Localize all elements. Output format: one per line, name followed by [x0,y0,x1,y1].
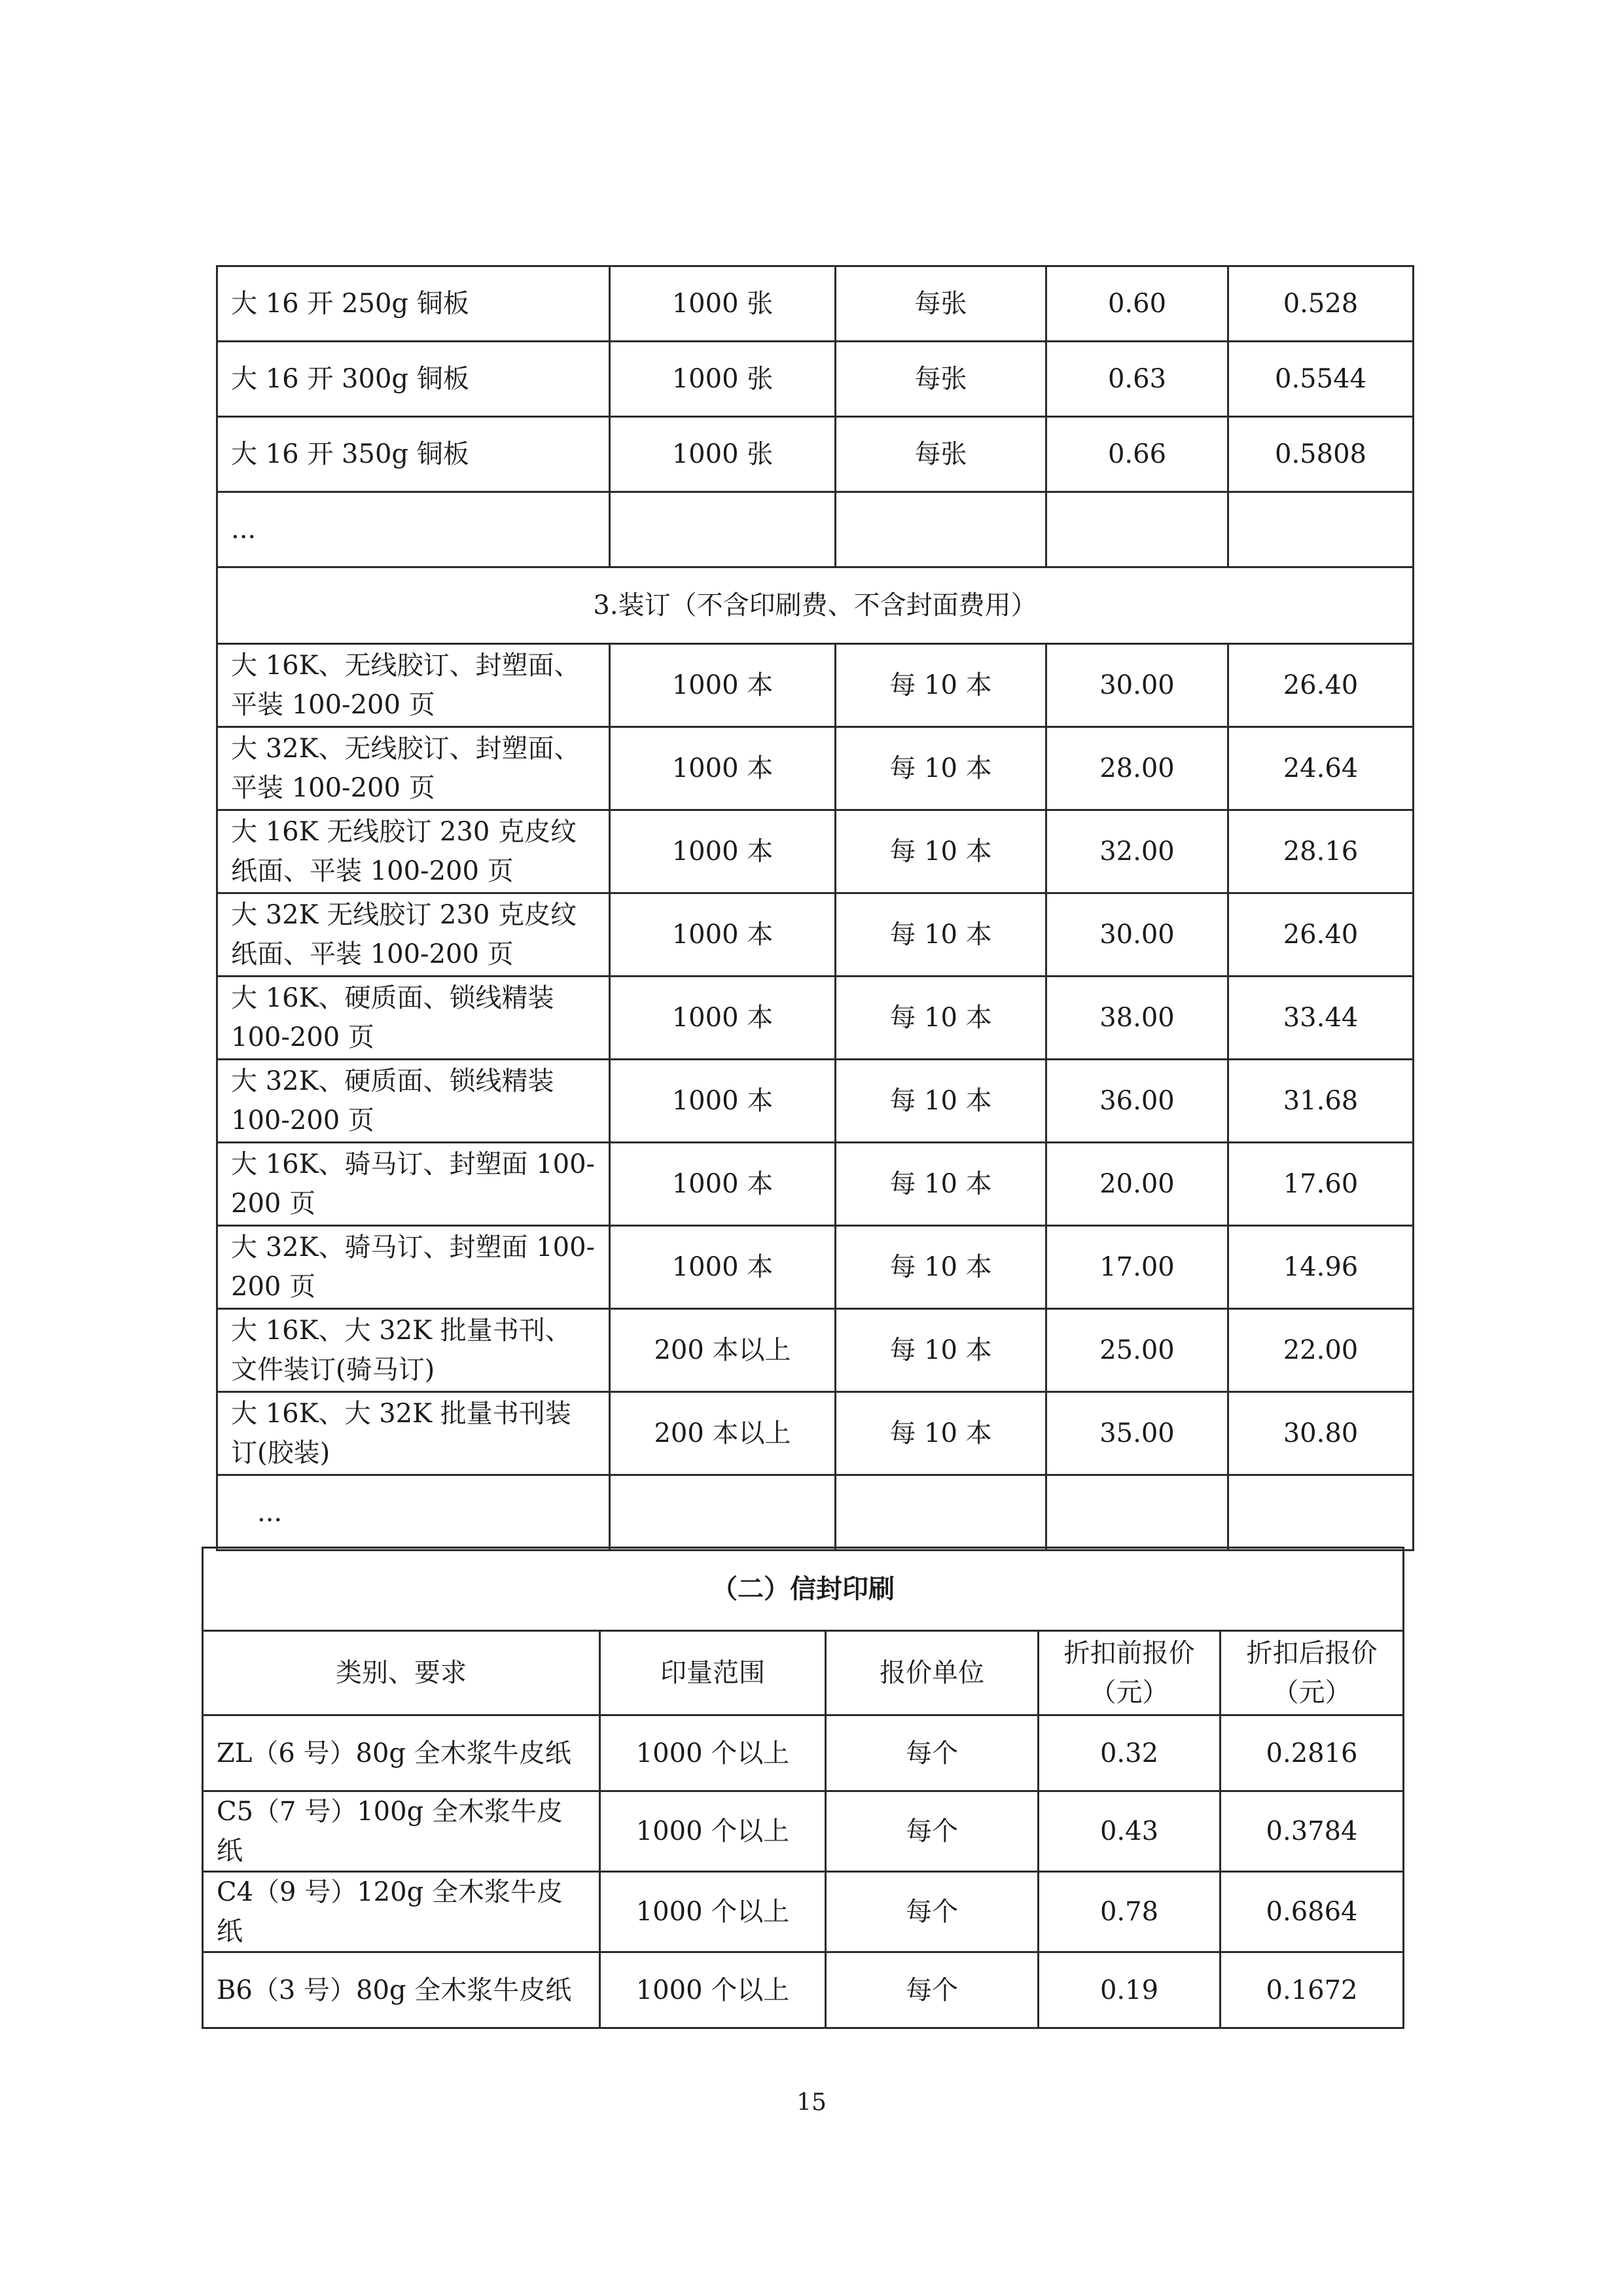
cell-price-after: 31.68 [1228,1060,1414,1143]
cell-price-before: 0.66 [1046,417,1228,492]
table-row [203,1715,1404,1791]
cell-price-before: 38.00 [1046,977,1228,1060]
cell-price-after: 24.64 [1228,727,1414,810]
table-row [217,342,1414,417]
cell-price-before: 25.00 [1046,1309,1228,1392]
cell-price-before: 0.43 [1039,1791,1221,1872]
cell-qty: 1000 张 [610,266,836,342]
section-heading-envelopes: （二）信封印刷 [203,1548,1404,1631]
cell-item: 大 32K 无线胶订 230 克皮纹纸面、平装 100-200 页 [217,893,610,977]
cell-price-after: 0.3784 [1221,1791,1404,1872]
cell-item: 大 32K、无线胶订、封塑面、平装 100-200 页 [217,727,610,810]
cell-price-after: 0.2816 [1221,1715,1404,1791]
cell-item: 大 16K、无线胶订、封塑面、平装 100-200 页 [217,644,610,727]
cell-unit: 每 10 本 [836,727,1046,810]
cell-price-after: 0.1672 [1221,1952,1404,2028]
cell-price-before: 30.00 [1046,644,1228,727]
cell-unit: 每个 [826,1791,1039,1872]
cell-price-before: 36.00 [1046,1060,1228,1143]
table-row [217,266,1414,342]
table-row [203,1791,1404,1872]
cell-qty: 1000 本 [610,727,836,810]
table-row [217,417,1414,492]
cell-qty: 200 本以上 [610,1309,836,1392]
table-row [217,893,1414,977]
cell-qty: 1000 本 [610,1143,836,1226]
cell-price-after: 0.6864 [1221,1872,1404,1952]
cell-item: 大 16K 无线胶订 230 克皮纹纸面、平装 100-200 页 [217,810,610,893]
cell-unit: 每 10 本 [836,644,1046,727]
cell-item: C5（7 号）100g 全木浆牛皮纸 [203,1791,600,1872]
cell-price-after: 0.5544 [1228,342,1414,417]
cell-price-after: 14.96 [1228,1226,1414,1309]
header-price-before: 折扣前报价（元） [1039,1631,1221,1715]
cell-unit: 每 10 本 [836,893,1046,977]
cell-item: 大 16K、骑马订、封塑面 100-200 页 [217,1143,610,1226]
header-item: 类别、要求 [203,1631,600,1715]
table-row [217,810,1414,893]
cell-price-before: 17.00 [1046,1226,1228,1309]
cell-qty: 1000 个以上 [600,1715,826,1791]
table-row [217,727,1414,810]
cell-price-before: 35.00 [1046,1392,1228,1475]
price-table-printing [216,265,1414,1551]
header-row [203,1631,1404,1715]
cell-price-after: 33.44 [1228,977,1414,1060]
cell-item: 大 16K、大 32K 批量书刊、文件装订(骑马订) [217,1309,610,1392]
cell-unit: 每个 [826,1872,1039,1952]
table-row [217,1392,1414,1475]
cell-price-before: 0.19 [1039,1952,1221,2028]
cell-unit: 每 10 本 [836,810,1046,893]
cell-unit: 每 10 本 [836,977,1046,1060]
cell-qty: 200 本以上 [610,1392,836,1475]
price-table-envelopes [202,1547,1404,2029]
cell-unit: 每 10 本 [836,1392,1046,1475]
cell-price-after: 0.5808 [1228,417,1414,492]
page-number: 15 [796,2089,827,2116]
header-qty: 印量范围 [600,1631,826,1715]
cell-item: 大 16K、硬质面、锁线精装 100-200 页 [217,977,610,1060]
table-row-ellipsis [217,492,1414,567]
cell-price-after: 26.40 [1228,644,1414,727]
table-row-ellipsis [217,1475,1414,1551]
cell-qty: 1000 本 [610,893,836,977]
cell-qty: 1000 张 [610,417,836,492]
cell-qty: 1000 本 [610,1060,836,1143]
cell-unit: 每张 [836,417,1046,492]
cell-item: 大 16K、大 32K 批量书刊装订(胶装) [217,1392,610,1475]
table-row [217,977,1414,1060]
table-row [217,1060,1414,1143]
cell-unit: 每个 [826,1715,1039,1791]
cell-qty: 1000 本 [610,810,836,893]
cell-item: B6（3 号）80g 全木浆牛皮纸 [203,1952,600,2028]
cell-unit: 每 10 本 [836,1226,1046,1309]
cell-unit: 每 10 本 [836,1143,1046,1226]
cell-price-before: 0.60 [1046,266,1228,342]
cell-unit: 每张 [836,342,1046,417]
cell-price-before: 32.00 [1046,810,1228,893]
cell-item: 大 32K、骑马订、封塑面 100-200 页 [217,1226,610,1309]
cell-price-after: 26.40 [1228,893,1414,977]
header-price-after: 折扣后报价（元） [1221,1631,1404,1715]
cell-item: 大 16 开 350g 铜板 [217,417,610,492]
cell-qty: 1000 个以上 [600,1791,826,1872]
cell-qty: 1000 本 [610,644,836,727]
cell-qty: 1000 张 [610,342,836,417]
cell-price-after: 17.60 [1228,1143,1414,1226]
ellipsis-cell: ... [217,492,610,567]
cell-item: 大 16 开 250g 铜板 [217,266,610,342]
heading-row [203,1548,1404,1631]
cell-qty: 1000 本 [610,1226,836,1309]
cell-item: ZL（6 号）80g 全木浆牛皮纸 [203,1715,600,1791]
cell-price-before: 30.00 [1046,893,1228,977]
cell-price-after: 22.00 [1228,1309,1414,1392]
cell-price-before: 0.78 [1039,1872,1221,1952]
cell-unit: 每 10 本 [836,1309,1046,1392]
section-row-binding [217,567,1414,644]
cell-item: 大 16 开 300g 铜板 [217,342,610,417]
ellipsis-cell: ... [217,1475,610,1551]
cell-item: 大 32K、硬质面、锁线精装 100-200 页 [217,1060,610,1143]
cell-price-after: 28.16 [1228,810,1414,893]
table-row [217,1309,1414,1392]
cell-price-before: 0.63 [1046,342,1228,417]
table-row [217,1226,1414,1309]
table-row [217,1143,1414,1226]
table-row [203,1872,1404,1952]
cell-qty: 1000 个以上 [600,1872,826,1952]
cell-price-before: 0.32 [1039,1715,1221,1791]
header-unit: 报价单位 [826,1631,1039,1715]
table-row [217,644,1414,727]
cell-qty: 1000 本 [610,977,836,1060]
cell-unit: 每个 [826,1952,1039,2028]
cell-price-before: 20.00 [1046,1143,1228,1226]
cell-unit: 每张 [836,266,1046,342]
cell-qty: 1000 个以上 [600,1952,826,2028]
cell-price-after: 0.528 [1228,266,1414,342]
cell-price-after: 30.80 [1228,1392,1414,1475]
cell-item: C4（9 号）120g 全木浆牛皮纸 [203,1872,600,1952]
table-row [203,1952,1404,2028]
cell-unit: 每 10 本 [836,1060,1046,1143]
cell-price-before: 28.00 [1046,727,1228,810]
section-title-binding: 3.装订（不含印刷费、不含封面费用） [217,567,1414,644]
